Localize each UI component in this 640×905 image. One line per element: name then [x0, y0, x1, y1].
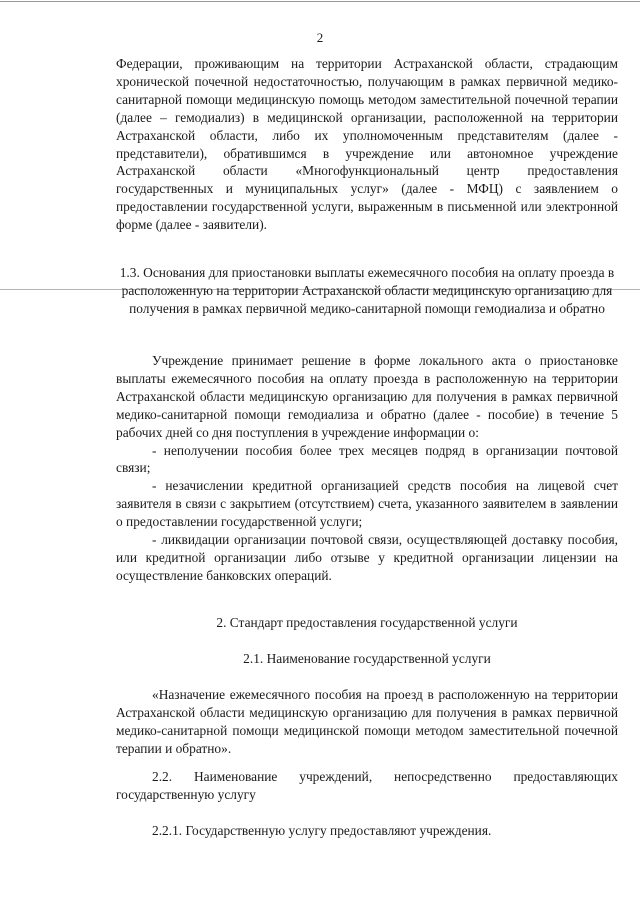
section-1-3-body — [116, 352, 618, 585]
section-1-3-heading-text: 1.3. Основания для приостановки выплаты ежемесячного пособия на оплату проезда в расположенную на территории Астраханской области медицинскую организацию для получения в рамках первичной медико-санитарной помощи гемодиализа и обратно — [119, 265, 615, 316]
section-2-2-heading-text: 2.2. Наименование учреждений, непосредственно предоставляющих государственную услугу — [116, 769, 618, 802]
section-1-3-item-2: - незачислении кредитной организацией средств пособия на лицевой счет заявителя в связи с закрытием (отсутствием) счета, указанного заявителем в заявлении о предоставлении государственной услуги; — [116, 478, 618, 530]
section-2-heading — [116, 614, 618, 632]
section-1-3-item-1: - неполучении пособия более трех месяцев подряд в организации почтовой связи; — [116, 442, 618, 476]
section-2-2-heading — [116, 768, 618, 804]
page-number: 2 — [316, 30, 324, 45]
intro-paragraph — [116, 55, 618, 234]
section-2-2-1 — [116, 822, 618, 840]
section-2-1-heading-text: 2.1. Наименование государственной услуги — [243, 651, 491, 666]
section-2-1-body-text: «Назначение ежемесячного пособия на проезд в расположенную на территории Астраханской области медицинскую организацию для получения в рамках первичной медико-санитарной помощи медицинской помощи методом заместительной почечной терапии и обратно». — [116, 687, 618, 756]
section-2-heading-text: 2. Стандарт предоставления государственной услуги — [216, 615, 518, 630]
section-1-3-heading — [116, 264, 618, 318]
section-2-1-heading — [116, 650, 618, 668]
section-2-1-body — [116, 686, 618, 758]
section-2-2-1-text: 2.2.1. Государственную услугу предоставляют учреждения. — [152, 823, 492, 838]
section-1-3-body-text: Учреждение принимает решение в форме локального акта о приостановке выплаты ежемесячного пособия на оплату проезда в расположенную на территории Астраханской области медицинскую организацию для получения в рамках первичной медико-санитарной помощи гемодиализа и обратно (далее - пособие) в течение 5 рабочих дней со дня поступления в учреждение информации о: — [116, 353, 618, 440]
intro-text: Федерации, проживающим на территории Астраханской области, страдающим хронической почечной недостаточностью, получающим в рамках первичной медико-санитарной помощи медицинскую помощь методом заместительной почечной терапии (далее – гемодиализ) в медицинской организации, расположенной на территории Астраханской области, либо их уполномоченным представителям (далее - представители), обратившимся в учреждение или автономное учреждение Астраханской области «Многофункциональный центр предоставления государственных и муниципальных услуг» (далее - МФЦ) с заявлением о предоставлении государственной услуги, выраженным в письменной или электронной форме (далее - заявители). — [116, 56, 618, 233]
scan-artifact-top — [0, 1, 640, 2]
section-1-3-item-3: - ликвидации организации почтовой связи, осуществляющей доставку пособия, или кредитной организации либо отзыве у кредитной организации лицензии на осуществление банковских операций. — [116, 532, 618, 583]
